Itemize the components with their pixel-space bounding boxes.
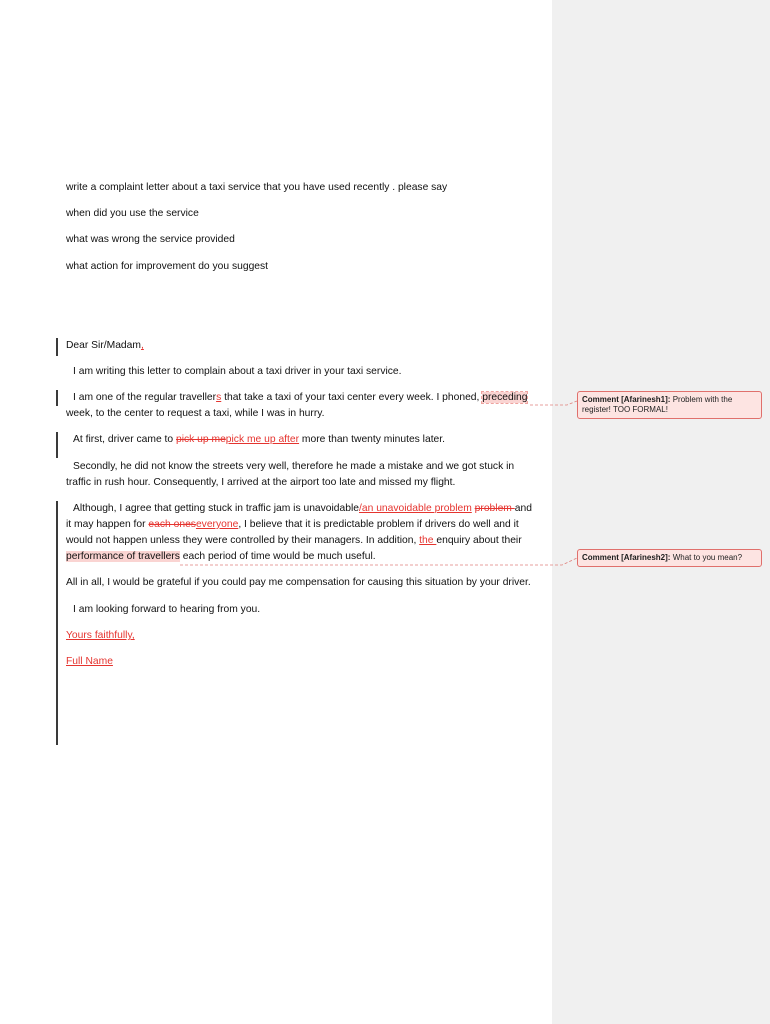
salutation bbox=[66, 339, 144, 353]
comment-label: Comment [Afarinesh2]: bbox=[582, 553, 671, 562]
text-run: and bbox=[514, 503, 532, 514]
text-run: I am one of the regular traveller bbox=[73, 392, 217, 403]
letter-line bbox=[73, 460, 514, 474]
tracked-deletion[interactable]: each ones bbox=[148, 519, 196, 530]
text-run: Although, I agree that getting stuck in traffic jam is unavoidable bbox=[73, 503, 360, 514]
tracked-insertion[interactable]: Full Name bbox=[66, 656, 113, 667]
closing bbox=[66, 629, 135, 643]
change-bar bbox=[56, 390, 58, 406]
text-run: Secondly, he did not know the streets very well, therefore he made a mistake and we got stuck in bbox=[73, 461, 515, 472]
prompt-line: what was wrong the service provided bbox=[66, 234, 235, 245]
letter-line bbox=[73, 502, 532, 516]
tracked-insertion[interactable]: s bbox=[216, 392, 222, 403]
text-run: more than twenty minutes later. bbox=[299, 434, 446, 445]
prompt-line: when did you use the service bbox=[66, 208, 199, 219]
text-run: traffic in rush hour. Consequently, I arrived at the airport too late and missed my flight. bbox=[66, 477, 456, 488]
tracked-insertion[interactable]: the bbox=[419, 535, 437, 546]
text-run: All in all, I would be grateful if you could pay me compensation for causing this situation by your driver. bbox=[66, 577, 531, 588]
text-run: enquiry about their bbox=[436, 535, 522, 546]
letter-line bbox=[66, 476, 455, 490]
comment-label: Comment [Afarinesh1]: bbox=[582, 395, 671, 404]
tracked-insertion[interactable]: Yours faithfully, bbox=[66, 630, 135, 641]
text-run: , I believe that it is predictable problem if drivers do well and it bbox=[238, 519, 519, 530]
prompt-line: what action for improvement do you suggest bbox=[66, 261, 269, 272]
letter-line bbox=[66, 576, 531, 590]
text-run: I am writing this letter to complain about a taxi driver in your taxi service. bbox=[73, 366, 402, 377]
text-run: it may happen for bbox=[66, 519, 149, 530]
tracked-deletion[interactable]: problem bbox=[474, 503, 515, 514]
text-run: each period of time would be much useful. bbox=[179, 551, 376, 562]
letter-line bbox=[66, 550, 376, 564]
text-run: would not happen unless they were controlled by their managers. In addition, bbox=[66, 535, 420, 546]
comment-anchor-2[interactable]: performance of travellers bbox=[66, 551, 180, 562]
letter-line bbox=[73, 603, 260, 617]
change-bar bbox=[56, 338, 58, 356]
tracked-insertion[interactable]: pick me up after bbox=[225, 434, 300, 445]
text-run: At first, driver came to bbox=[73, 434, 176, 445]
letter-line bbox=[66, 518, 519, 532]
letter-line bbox=[66, 534, 522, 548]
text-run: that take a taxi of your taxi center every week. I phoned, bbox=[221, 392, 483, 403]
text-run: week, to the center to request a taxi, while I was in hurry. bbox=[66, 408, 325, 419]
tracked-insertion[interactable]: /an unavoidable problem bbox=[359, 503, 472, 514]
comment-balloon-1[interactable] bbox=[577, 391, 762, 419]
tracked-deletion[interactable]: pick up me bbox=[176, 434, 226, 445]
comment-margin-pane bbox=[552, 0, 770, 1024]
comment-balloon-2[interactable] bbox=[577, 549, 762, 567]
comment-text: Problem with the register! TOO FORMAL! bbox=[582, 395, 733, 414]
letter-line bbox=[66, 407, 325, 421]
letter-line bbox=[73, 433, 445, 447]
tracked-insertion[interactable]: everyone bbox=[195, 519, 239, 530]
letter-line bbox=[73, 365, 402, 379]
signature-name bbox=[66, 655, 113, 669]
tracked-insertion[interactable]: , bbox=[140, 340, 144, 351]
change-bar bbox=[56, 432, 58, 458]
comment-text: What to you mean? bbox=[672, 553, 743, 562]
text-run: Dear Sir/Madam bbox=[66, 340, 141, 351]
text-run: I am looking forward to hearing from you. bbox=[73, 604, 261, 615]
comment-anchor-1[interactable]: preceding bbox=[482, 392, 528, 403]
letter-line bbox=[73, 391, 527, 405]
change-bar bbox=[56, 501, 58, 745]
prompt-line: write a complaint letter about a taxi service that you have used recently . please say bbox=[66, 182, 448, 193]
